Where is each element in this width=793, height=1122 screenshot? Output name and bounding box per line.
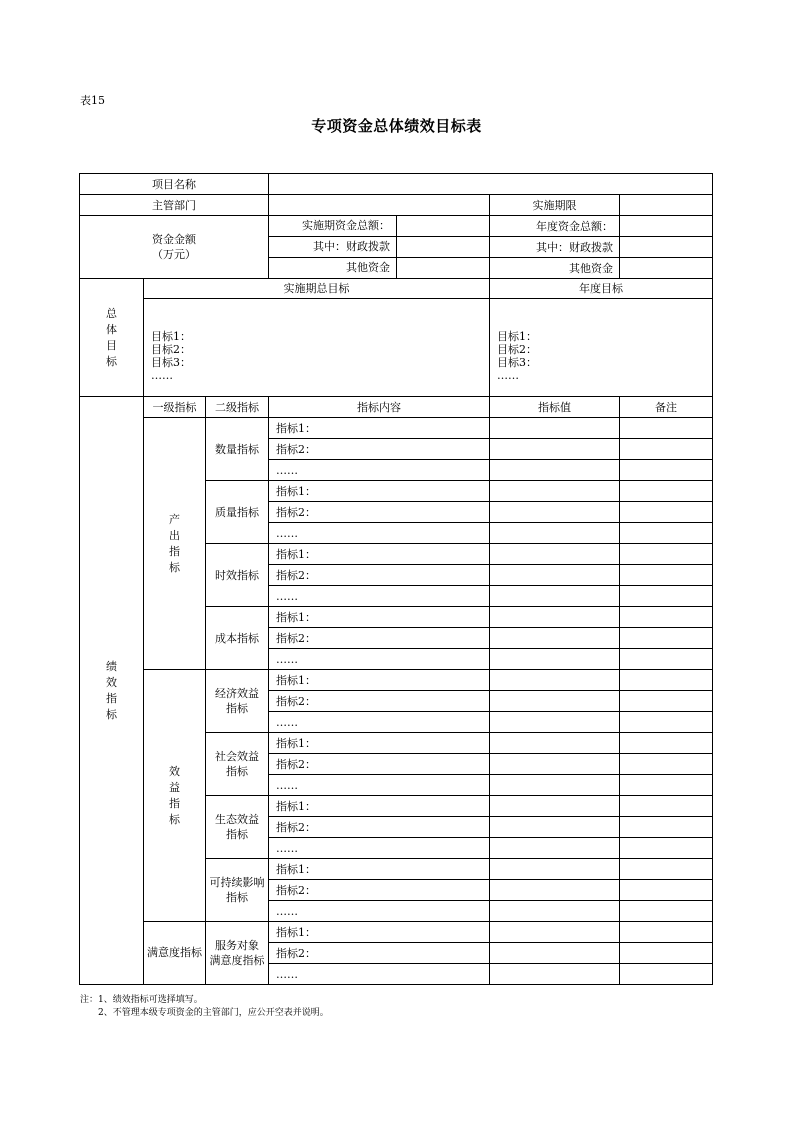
notes	[80, 994, 329, 1020]
level2-indicator: 社会效益 指标	[206, 733, 269, 796]
indicator-content[interactable]: ……	[269, 712, 490, 733]
level2-indicator: 可持续影响 指标	[206, 859, 269, 922]
indicator-content[interactable]: 指标1：	[269, 418, 490, 439]
indicator-remark[interactable]	[620, 418, 713, 439]
period-total-field[interactable]	[397, 216, 489, 236]
indicator-content[interactable]: ……	[269, 523, 490, 544]
indicator-content[interactable]: 指标2：	[269, 754, 490, 775]
goal-line: 目标3：	[497, 356, 537, 369]
indicator-content[interactable]: ……	[269, 460, 490, 481]
period-total-label: 实施期资金总额：	[269, 216, 397, 236]
funds-label	[80, 216, 269, 279]
level2-indicator: 质量指标	[206, 481, 269, 544]
indicator-remark[interactable]	[620, 859, 713, 880]
page-title: 专项资金总体绩效目标表	[311, 117, 482, 135]
indicator-content[interactable]: ……	[269, 649, 490, 670]
indicator-content[interactable]: 指标1：	[269, 859, 490, 880]
year-goals-field[interactable]	[490, 299, 713, 397]
period-fiscal-label-row	[269, 237, 490, 258]
performance-target-table	[79, 173, 713, 985]
indicator-remark[interactable]	[620, 775, 713, 796]
note-2: 2、不管理本级专项资金的主管部门，应公开空表并说明。	[98, 1008, 329, 1018]
indicator-content[interactable]: ……	[269, 901, 490, 922]
indicator-value[interactable]	[490, 880, 620, 901]
indicator-value[interactable]	[490, 607, 620, 628]
page-label: 表15	[80, 94, 105, 107]
indicator-remark[interactable]	[620, 943, 713, 964]
level2-indicator: 数量指标	[206, 418, 269, 481]
indicator-remark[interactable]	[620, 502, 713, 523]
indicator-content[interactable]: 指标2：	[269, 565, 490, 586]
indicator-value[interactable]	[490, 796, 620, 817]
indicator-value[interactable]	[490, 481, 620, 502]
indicator-remark[interactable]	[620, 922, 713, 943]
indicator-content[interactable]: 指标1：	[269, 922, 490, 943]
indicator-value[interactable]	[490, 628, 620, 649]
goal-line: 目标3：	[151, 356, 191, 369]
year-other-label: 其他资金	[490, 258, 620, 279]
indicator-value[interactable]	[490, 670, 620, 691]
funds-label-line2: （万元）	[152, 248, 196, 261]
indicator-remark[interactable]	[620, 670, 713, 691]
indicator-remark[interactable]	[620, 691, 713, 712]
indicator-remark[interactable]	[620, 565, 713, 586]
goal-line: ……	[497, 369, 519, 382]
indicator-value[interactable]	[490, 838, 620, 859]
col-header-content: 指标内容	[269, 397, 490, 418]
indicator-value[interactable]	[490, 859, 620, 880]
indicator-value[interactable]	[490, 439, 620, 460]
indicator-value[interactable]	[490, 523, 620, 544]
dept-label: 主管部门	[80, 195, 269, 216]
indicator-content[interactable]: 指标1：	[269, 670, 490, 691]
level1-indicator: 效 益 指 标	[144, 670, 206, 922]
indicator-remark[interactable]	[620, 586, 713, 607]
indicator-value[interactable]	[490, 817, 620, 838]
indicator-remark[interactable]	[620, 460, 713, 481]
indicator-remark[interactable]	[620, 838, 713, 859]
year-fiscal-field[interactable]	[620, 237, 713, 258]
indicator-content[interactable]: 指标2：	[269, 691, 490, 712]
year-other-field[interactable]	[620, 258, 713, 279]
indicator-content[interactable]: ……	[269, 775, 490, 796]
col-header-level1: 一级指标	[144, 397, 206, 418]
indicator-value[interactable]	[490, 922, 620, 943]
period-fiscal-label: 其中：财政拨款	[269, 237, 397, 257]
indicator-remark[interactable]	[620, 817, 713, 838]
indicator-value[interactable]	[490, 418, 620, 439]
dept-field[interactable]	[269, 195, 490, 216]
level1-indicator: 产 出 指 标	[144, 418, 206, 670]
level2-indicator: 生态效益 指标	[206, 796, 269, 859]
year-fiscal-label: 其中：财政拨款	[490, 237, 620, 258]
indicator-remark[interactable]	[620, 439, 713, 460]
year-total-label: 年度资金总额：	[490, 216, 620, 237]
funds-label-line1: 资金金额	[152, 233, 196, 246]
indicator-value[interactable]	[490, 712, 620, 733]
indicator-value[interactable]	[490, 649, 620, 670]
indicator-remark[interactable]	[620, 628, 713, 649]
indicator-content[interactable]: 指标1：	[269, 544, 490, 565]
indicator-content[interactable]: 指标1：	[269, 796, 490, 817]
indicator-remark[interactable]	[620, 523, 713, 544]
level2-indicator: 服务对象 满意度指标	[206, 922, 269, 985]
level1-indicator: 满意度指标	[144, 922, 206, 985]
year-goal-header: 年度目标	[490, 279, 713, 299]
indicator-remark[interactable]	[620, 754, 713, 775]
indicator-content[interactable]: 指标1：	[269, 481, 490, 502]
indicator-remark[interactable]	[620, 544, 713, 565]
col-header-level2: 二级指标	[206, 397, 269, 418]
year-total-field[interactable]	[620, 216, 713, 237]
level2-indicator: 时效指标	[206, 544, 269, 607]
indicator-remark[interactable]	[620, 712, 713, 733]
note-1: 注：1、绩效指标可选择填写。	[80, 995, 203, 1005]
level2-indicator: 经济效益 指标	[206, 670, 269, 733]
period-goal-header: 实施期总目标	[144, 279, 490, 299]
indicator-value[interactable]	[490, 775, 620, 796]
period-fiscal-field[interactable]	[397, 237, 489, 257]
indicator-value[interactable]	[490, 502, 620, 523]
goal-line: 目标2：	[497, 343, 537, 356]
indicator-content[interactable]: 指标2：	[269, 439, 490, 460]
period-other-label-row	[269, 258, 490, 279]
period-field[interactable]	[620, 195, 713, 216]
col-header-remark: 备注	[620, 397, 713, 418]
indicator-value[interactable]	[490, 901, 620, 922]
indicator-content[interactable]: 指标2：	[269, 880, 490, 901]
indicator-remark[interactable]	[620, 481, 713, 502]
indicator-remark[interactable]	[620, 901, 713, 922]
period-label: 实施期限	[490, 195, 620, 216]
indicator-remark[interactable]	[620, 607, 713, 628]
project-name-field[interactable]	[269, 174, 713, 195]
goal-line: 目标1：	[497, 330, 537, 343]
indicator-value[interactable]	[490, 544, 620, 565]
goal-line: 目标1：	[151, 330, 191, 343]
indicator-value[interactable]	[490, 964, 620, 985]
indicator-value[interactable]	[490, 691, 620, 712]
indicator-remark[interactable]	[620, 733, 713, 754]
period-other-field[interactable]	[397, 258, 489, 278]
indicator-content[interactable]: ……	[269, 838, 490, 859]
perf-indicators-label: 绩 效 指 标	[80, 397, 144, 985]
indicator-remark[interactable]	[620, 796, 713, 817]
indicator-value[interactable]	[490, 754, 620, 775]
indicator-content[interactable]: 指标2：	[269, 943, 490, 964]
period-other-label: 其他资金	[269, 258, 397, 278]
indicator-content[interactable]: ……	[269, 964, 490, 985]
col-header-value: 指标值	[490, 397, 620, 418]
indicator-content[interactable]: 指标1：	[269, 733, 490, 754]
indicator-content[interactable]: 指标2：	[269, 502, 490, 523]
period-goals-field[interactable]	[144, 299, 490, 397]
project-name-label: 项目名称	[80, 174, 269, 195]
overall-goals-label: 总 体 目 标	[80, 279, 144, 397]
indicator-content[interactable]: 指标2：	[269, 628, 490, 649]
indicator-remark[interactable]	[620, 880, 713, 901]
indicator-value[interactable]	[490, 586, 620, 607]
indicator-remark[interactable]	[620, 964, 713, 985]
level2-indicator: 成本指标	[206, 607, 269, 670]
goal-line: ……	[151, 369, 173, 382]
indicator-value[interactable]	[490, 460, 620, 481]
indicator-value[interactable]	[490, 565, 620, 586]
goal-line: 目标2：	[151, 343, 191, 356]
period-total-label-row	[269, 216, 490, 237]
indicator-value[interactable]	[490, 733, 620, 754]
indicator-content[interactable]: ……	[269, 586, 490, 607]
indicator-value[interactable]	[490, 943, 620, 964]
indicator-remark[interactable]	[620, 649, 713, 670]
indicator-content[interactable]: 指标1：	[269, 607, 490, 628]
indicator-content[interactable]: 指标2：	[269, 817, 490, 838]
